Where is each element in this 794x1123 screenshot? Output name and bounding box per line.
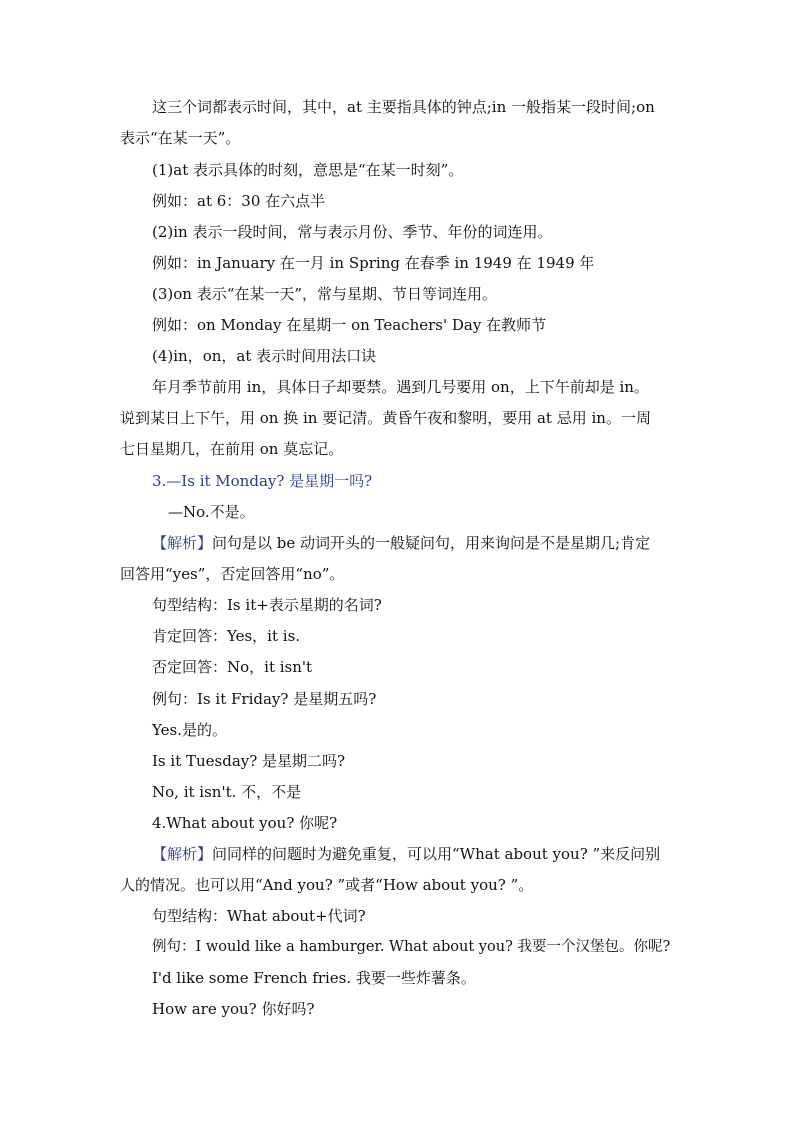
analysis-tag: 【解析】: [152, 534, 213, 552]
analysis-tag: 【解析】: [152, 845, 213, 863]
text-line: (4)in，on，at 表示时间用法口诀: [152, 347, 377, 365]
text-line: —No.不是。: [168, 503, 255, 521]
text-line: Yes.是的。: [152, 721, 227, 739]
text-line: 例如：in January 在一月 in Spring 在春季 in 1949 在 1949 年: [152, 254, 595, 272]
text-line: 七日星期几，在前用 on 莫忘记。: [120, 440, 344, 458]
text-line: 人的情况。也可以用“And you? ”或者“How about you? ”。: [120, 876, 534, 894]
text-line: No, it isn't. 不，不是: [152, 783, 302, 801]
text-line: 年月季节前用 in，具体日子却要禁。遇到几号要用 on，上下午前却是 in。: [152, 378, 649, 396]
analysis-text: 问同样的问题时为避免重复，可以用“What about you? ”来反问别: [212, 845, 661, 863]
text-line: (2)in 表示一段时间，常与表示月份、季节、年份的词连用。: [152, 223, 553, 241]
question-heading: 4.What about you? 你呢?: [152, 814, 338, 832]
text-line: 肯定回答：Yes，it is.: [152, 627, 301, 645]
text-line: 这三个词都表示时间，其中，at 主要指具体的钟点;in 一般指某一段时间;on: [152, 98, 655, 116]
analysis-text: 问句是以 be 动词开头的一般疑问句，用来询问是不是星期几;肯定: [212, 534, 651, 552]
text-line: 例句：Is it Friday? 是星期五吗?: [152, 690, 377, 708]
text-line: 句型结构：What about+代词?: [152, 907, 366, 925]
analysis-line: [152, 533, 650, 553]
text-line: (3)on 表示“在某一天”，常与星期、节日等词连用。: [152, 285, 498, 303]
text-line: 说到某日上下午，用 on 换 in 要记清。黄昏午夜和黎明，要用 at 忌用 in。一周: [120, 409, 651, 427]
text-line: 表示“在某一天”。: [120, 129, 241, 147]
text-line: 回答用“yes”，否定回答用“no”。: [120, 565, 345, 583]
text-line: 例句：I would like a hamburger. What about you? 我要一个汉堡包。你呢?: [152, 939, 671, 955]
text-line: How are you? 你好吗?: [152, 1000, 315, 1018]
text-line: I'd like some French fries. 我要一些炸薯条。: [152, 969, 476, 987]
text-line: 例如：on Monday 在星期一 on Teachers' Day 在教师节: [152, 316, 547, 334]
question-heading: 3.—Is it Monday? 是星期一吗?: [152, 472, 373, 490]
text-line: Is it Tuesday? 是星期二吗?: [152, 752, 346, 770]
text-line: 否定回答：No，it isn't: [152, 658, 313, 676]
text-line: 例如：at 6：30 在六点半: [152, 192, 326, 210]
text-line: (1)at 表示具体的时刻，意思是“在某一时刻”。: [152, 161, 464, 179]
text-line: 句型结构：Is it+表示星期的名词?: [152, 596, 382, 614]
analysis-line: [152, 844, 660, 864]
